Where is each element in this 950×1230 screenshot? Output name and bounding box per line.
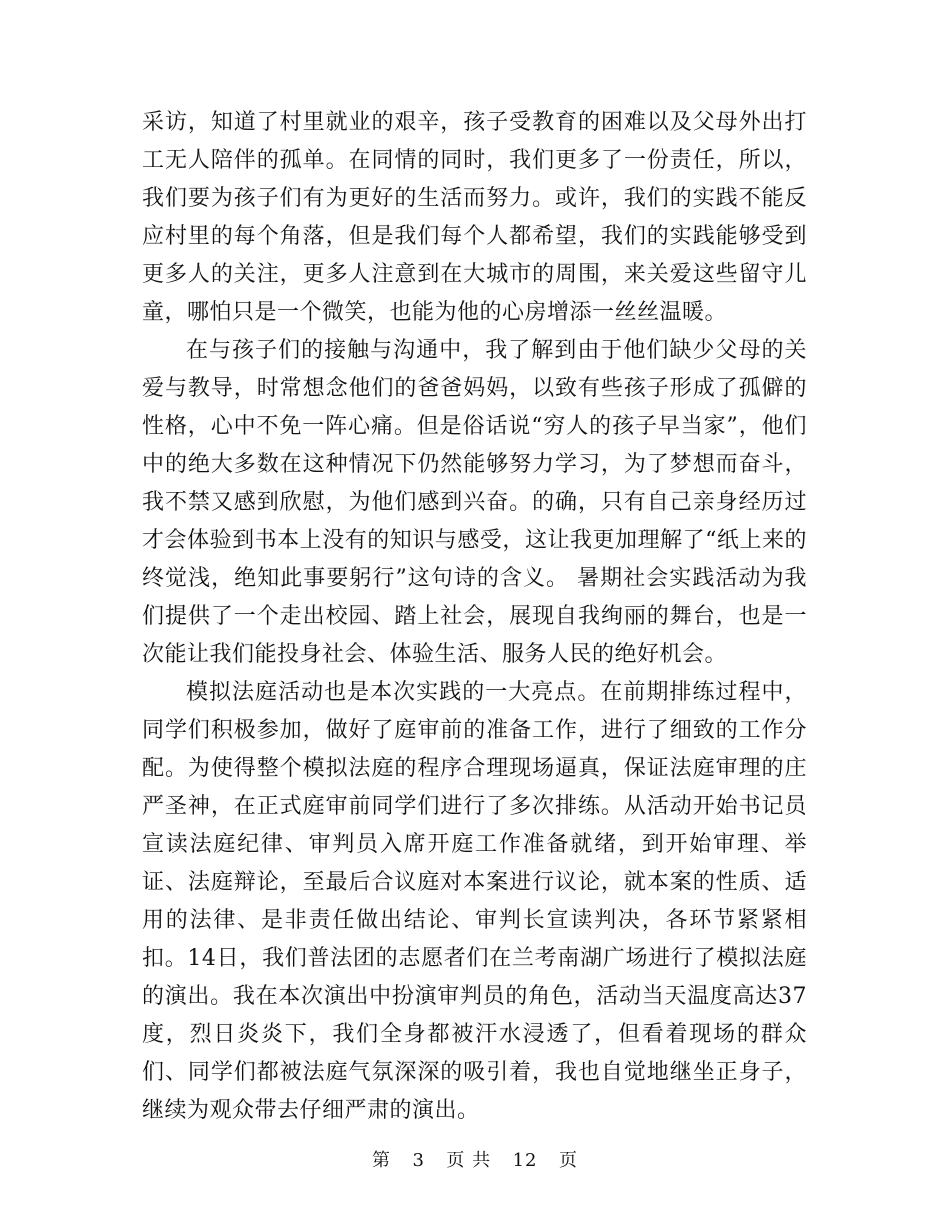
paragraph-moot-court: 模拟法庭活动也是本次实践的一大亮点。在前期排练过程中，同学们积极参加，做好了庭审前的准备工作，进行了细致的工作分配。为使得整个模拟法庭的程序合理现场逼真，保证法庭审理的庄严圣神，在正式庭审前同学们进行了多次排练。从活动开始书记员宣读法庭纪律、审判员入席开庭工作准备就绪，到开始审理、举证、法庭辩论，至最后合议庭对本案进行议论，就本案的性质、适用的法律、是非责任做出结论、审判长宣读判决，各环节紧紧相扣。14日，我们普法团的志愿者们在兰考南湖广场进行了模拟法庭的演出。我在本次演出中扮演审判员的角色，活动当天温度高达37度，烈日炎炎下，我们全身都被汗水浸透了，但看着现场的群众们、同学们都被法庭气氛深深的吸引着，我也自觉地继坐正身子，继续为观众带去仔细严肃的演出。 [142,680,807,1123]
body-text [142,104,807,1130]
paragraph-continuation: 采访，知道了村里就业的艰辛，孩子受教育的困难以及父母外出打工无人陪伴的孤单。在同情的同时，我们更多了一份责任，所以，我们要为孩子们有为更好的生活而努力。或许，我们的实践不能反应村里的每个角落，但是我们每个人都希望，我们的实践能够受到更多人的关注，更多人注意到在大城市的周围，来关爱这些留守儿童，哪怕只是一个微笑，也能为他的心房增添一丝丝温暖。 [142,110,807,325]
footer-total-pages: 12 [512,1150,538,1171]
paragraph-children-communication: 在与孩子们的接触与沟通中，我了解到由于他们缺少父母的关爱与教导，时常想念他们的爸爸妈妈，以致有些孩子形成了孤僻的性格，心中不免一阵心痛。但是俗话说“穷人的孩子早当家”，他们中的绝大多数在这种情况下仍然能够努力学习，为了梦想而奋斗，我不禁又感到欣慰，为他们感到兴奋。的确，只有自己亲身经历过才会体验到书本上没有的知识与感受，这让我更加理解了“纸上来的终觉浅，绝知此事要躬行”这句诗的含义。 暑期社会实践活动为我们提供了一个走出校园、踏上社会，展现自我绚丽的舞台，也是一次能让我们能投身社会、体验生活、服务人民的绝好机会。 [142,338,807,667]
footer-suffix: 页 [558,1150,578,1171]
footer-current-page: 3 [412,1150,425,1171]
page-footer [0,1149,950,1173]
footer-middle: 页 共 [446,1150,492,1171]
footer-prefix: 第 [372,1150,392,1171]
